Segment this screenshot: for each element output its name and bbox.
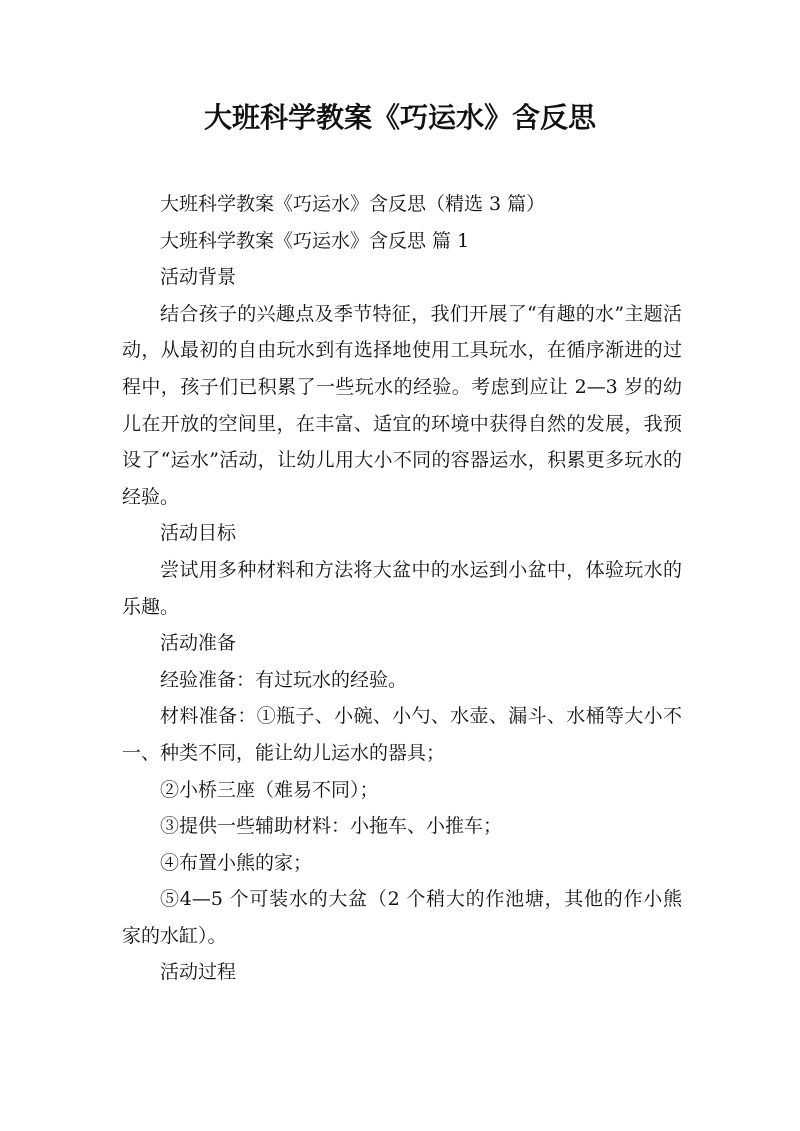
paragraph-goals: 尝试用多种材料和方法将大盆中的水运到小盆中，体验玩水的乐趣。 (122, 558, 682, 618)
paragraph-materials-3: ③提供一些辅助材料：小拖车、小推车； (160, 815, 503, 838)
document-title: 大班科学教案《巧运水》含反思 (203, 101, 596, 134)
paragraph-materials-2: ②小桥三座（难易不同）； (160, 778, 379, 801)
document-body (122, 186, 682, 991)
heading-activity-process: 活动过程 (160, 961, 237, 984)
heading-activity-goals: 活动目标 (160, 522, 237, 545)
paragraph-materials-4: ④布置小熊的家； (160, 851, 313, 874)
section-heading-part-1: 大班科学教案《巧运水》含反思 篇 1 (160, 229, 470, 252)
paragraph-materials-1: 材料准备：①瓶子、小碗、小勺、水壶、漏斗、水桶等大小不一、种类不同，能让幼儿运水的器具； (122, 705, 682, 764)
heading-activity-background: 活动背景 (160, 266, 237, 289)
subtitle-selected-three: 大班科学教案《巧运水》含反思（精选 3 篇） (160, 193, 546, 215)
paragraph-background: 结合孩子的兴趣点及季节特征，我们开展了“有趣的水”主题活动，从最初的自由玩水到有选择地使用工具玩水，在循序渐进的过程中，孩子们已积累了一些玩水的经验。考虑到应让 2—3 岁的幼儿在开放的空间里，在丰富、适宜的环境中获得自然的发展，我预设了“运水”活动，让幼儿用大小不同的容器运水，积累更多玩水的经验。 (122, 302, 682, 508)
heading-activity-preparation: 活动准备 (160, 632, 237, 655)
paragraph-materials-5: ⑤4—5 个可装水的大盆（2 个稍大的作池塘，其他的作小熊家的水缸）。 (122, 888, 682, 947)
paragraph-experience-preparation: 经验准备：有过玩水的经验。 (160, 668, 408, 691)
